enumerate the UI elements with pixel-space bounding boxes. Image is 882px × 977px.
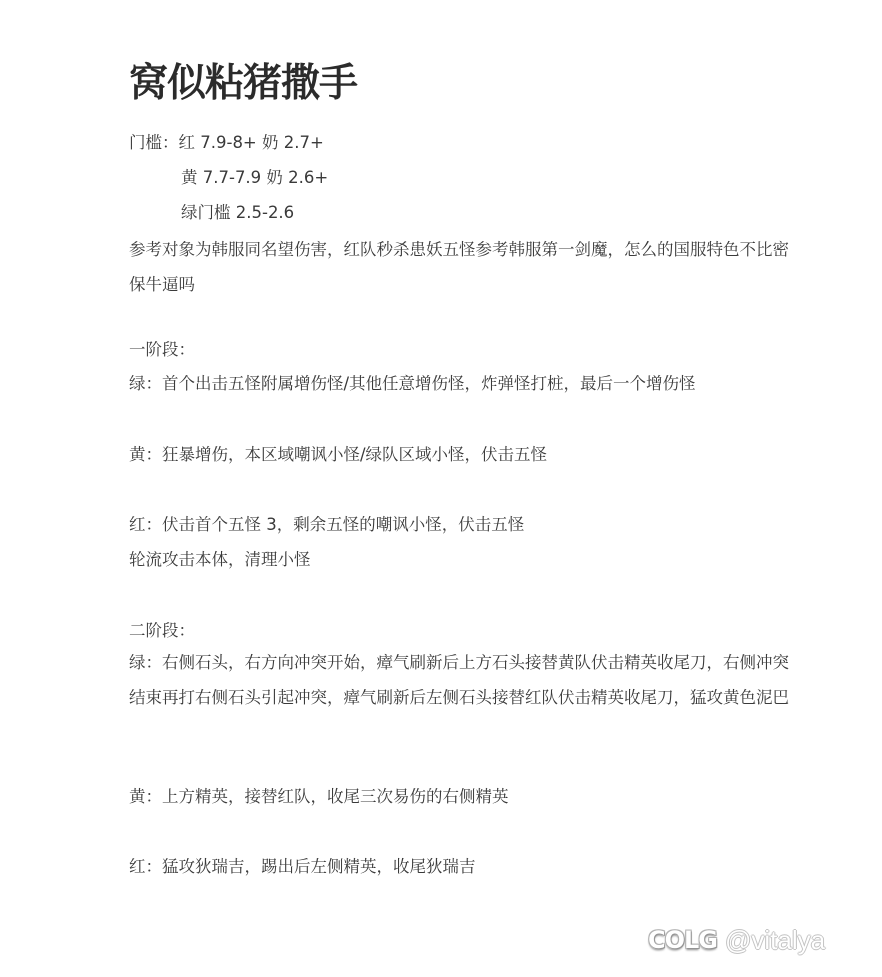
threshold-line-green: 绿门槛 2.5-2.6: [181, 203, 295, 222]
stage1-yellow: 黄：狂暴增伤，本区域嘲讽小怪/绿队区域小怪，伏击五怪: [129, 445, 548, 464]
page-title: 窝似粘猪撒手: [129, 61, 358, 106]
stage2-red: 红：猛攻狄瑞吉，踢出后左侧精英，收尾狄瑞吉: [129, 857, 476, 876]
stage1-red-continued: 轮流攻击本体，清理小怪: [129, 550, 311, 569]
stage1-red: 红：伏击首个五怪 3，剩余五怪的嘲讽小怪，伏击五怪: [129, 515, 525, 534]
watermark-username: @vitalya: [725, 924, 826, 955]
stage1-green: 绿：首个出击五怪附属增伤怪/其他任意增伤怪，炸弹怪打桩，最后一个增伤怪: [129, 374, 696, 393]
reference-note: 参考对象为韩服同名望伤害，红队秒杀患妖五怪参考韩服第一剑魔，怎么的国服特色不比密保牛逼吗: [129, 240, 789, 294]
stage2-heading: 二阶段：: [129, 621, 195, 640]
threshold-line-red: 门槛：红 7.9-8+ 奶 2.7+: [129, 133, 324, 152]
stage2-green: 绿：右侧石头，右方向冲突开始，瘴气刷新后上方石头接替黄队伏击精英收尾刀，右侧冲突结束再打右侧石头引起冲突，瘴气刷新后左侧石头接替红队伏击精英收尾刀，猛攻黄色泥巴: [129, 653, 789, 707]
stage1-heading: 一阶段：: [129, 340, 195, 359]
threshold-line-yellow: 黄 7.7-7.9 奶 2.6+: [181, 168, 329, 187]
stage2-yellow: 黄：上方精英，接替红队，收尾三次易伤的右侧精英: [129, 787, 509, 806]
colg-logo-icon: COLG: [648, 926, 718, 954]
watermark: [648, 920, 825, 960]
